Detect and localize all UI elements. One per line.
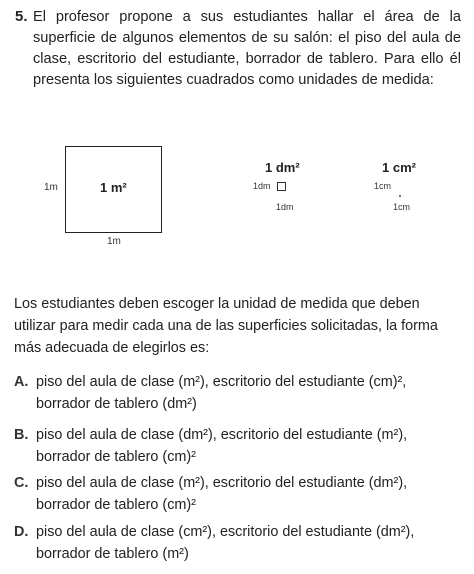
option-text xyxy=(36,521,464,565)
label-1m2: 1 m² xyxy=(100,180,127,195)
option-text xyxy=(36,424,464,468)
question-stem: El profesor propone a sus estudiantes hallar el área de la superficie de algunos elementos de su salón: el piso del aula de clase, escritorio del estudiante, borrador de tablero. Para ello él presenta los siguientes cuadrados como unidades de medida: xyxy=(33,9,461,88)
side-bottom-1cm: 1cm xyxy=(393,202,411,212)
square-1dm2 xyxy=(277,182,286,191)
side-bottom-1m: 1m xyxy=(107,236,121,247)
option-text xyxy=(36,472,464,516)
square-1cm2 xyxy=(399,195,401,197)
side-bottom-1dm: 1dm xyxy=(276,202,294,212)
option-line-1: piso del aula de clase (m²), escritorio del estudiante (dm²), xyxy=(36,475,408,491)
option-letter: A. xyxy=(14,374,29,390)
side-left-1dm: 1dm xyxy=(253,181,271,191)
option-letter: B. xyxy=(14,427,29,443)
label-1cm2: 1 cm² xyxy=(382,160,416,175)
question-prompt: Los estudiantes deben escoger la unidad de medida que deben utilizar para medir cada una de las superficies solicitadas, la forma más adecuada de elegirlos es: xyxy=(14,296,438,356)
option-letter: D. xyxy=(14,524,29,540)
label-1dm2: 1 dm² xyxy=(265,160,300,175)
option-line-1: piso del aula de clase (dm²), escritorio del estudiante (m²), xyxy=(36,427,408,443)
option-line-2: borrador de tablero (dm²) xyxy=(36,396,197,412)
option-line-2: borrador de tablero (cm)² xyxy=(36,449,196,465)
option-line-2: borrador de tablero (m²) xyxy=(36,546,189,562)
option-line-1: piso del aula de clase (m²), escritorio del estudiante (cm)², xyxy=(36,374,407,390)
side-left-1m: 1m xyxy=(44,182,58,193)
side-left-1cm: 1cm xyxy=(374,181,392,191)
option-line-1: piso del aula de clase (cm²), escritorio del estudiante (dm²), xyxy=(36,524,415,540)
option-line-2: borrador de tablero (cm)² xyxy=(36,497,196,513)
option-letter: C. xyxy=(14,475,29,491)
question-number: 5. xyxy=(15,8,28,25)
option-text xyxy=(36,371,464,415)
